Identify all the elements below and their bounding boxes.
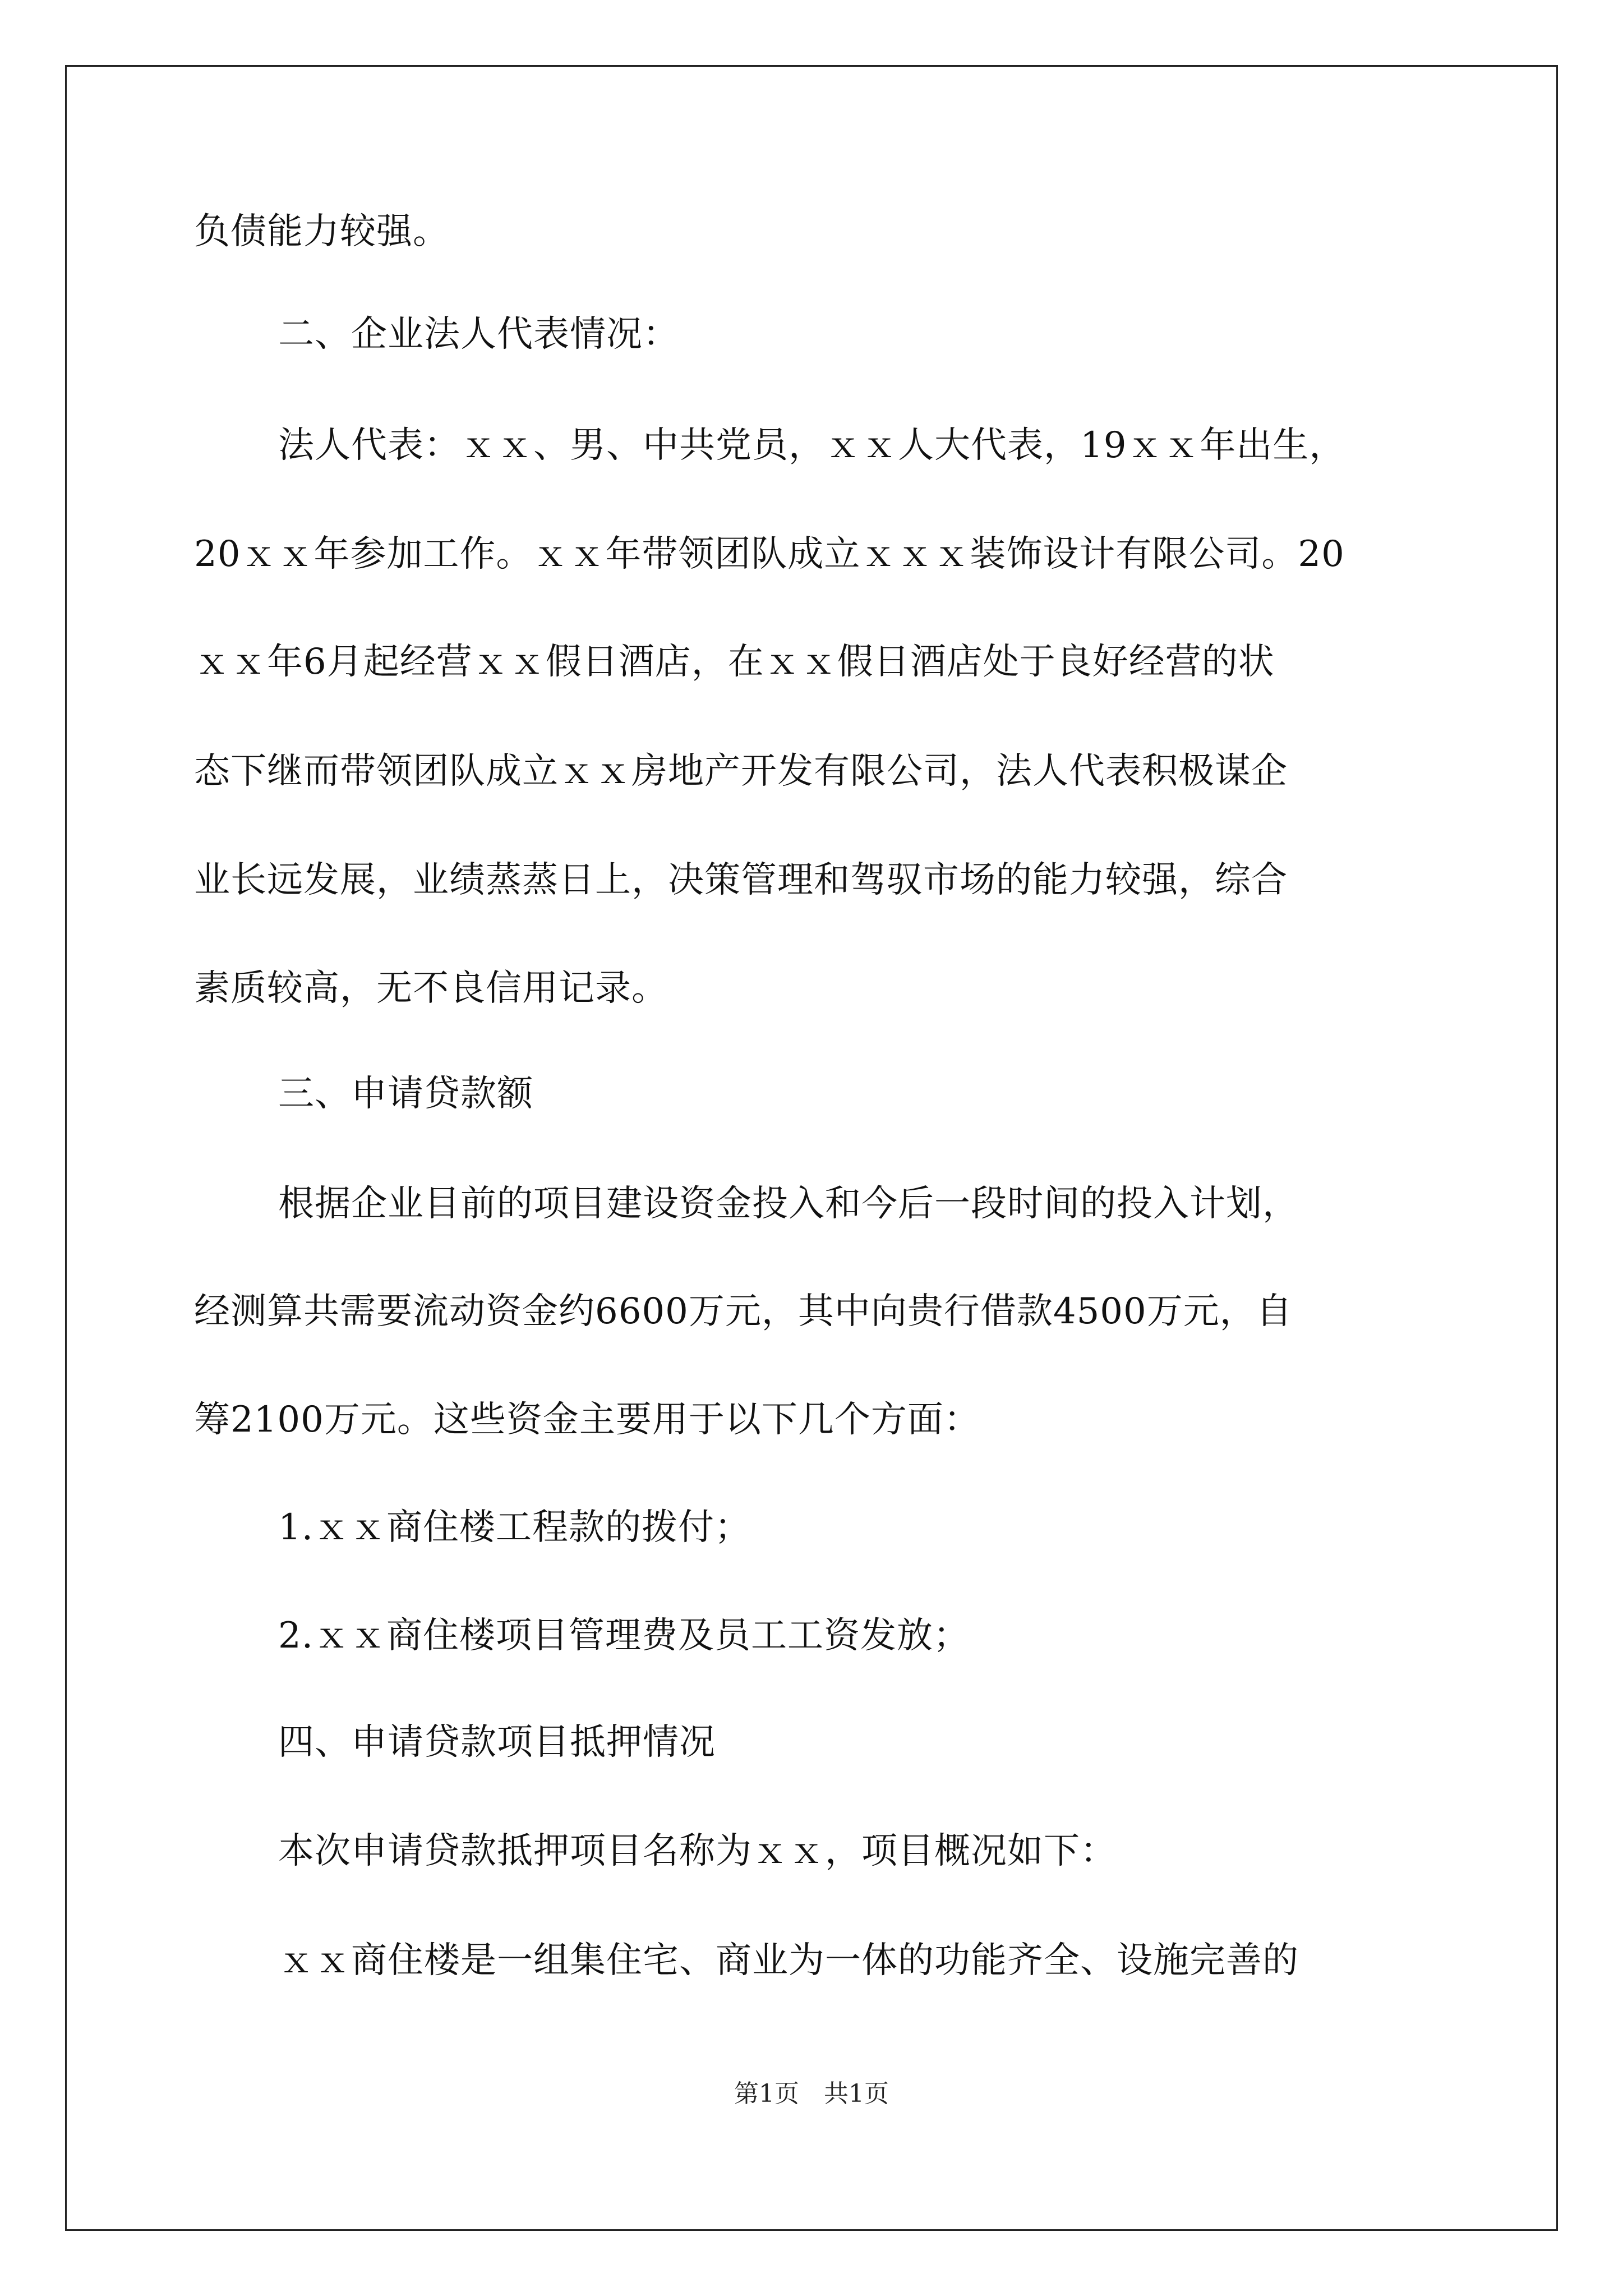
body-line: 20ｘｘ年参加工作。ｘｘ年带领团队成立ｘｘｘ装饰设计有限公司。20	[194, 533, 1345, 575]
body-line: 法人代表：ｘｘ、男、中共党员，ｘｘ人大代表，19ｘｘ年出生，	[278, 425, 1346, 466]
list-item: 1.ｘｘ商住楼工程款的拨付；	[278, 1507, 751, 1548]
page-border	[65, 65, 1558, 2231]
body-line: 态下继而带领团队成立ｘｘ房地产开发有限公司，法人代表积极谋企	[194, 751, 1288, 792]
section-heading: 四、申请贷款项目抵押情况	[278, 1722, 716, 1763]
body-line: 素质较高，无不良信用记录。	[194, 968, 668, 1009]
body-line: 本次申请贷款抵押项目名称为ｘｘ，项目概况如下：	[278, 1830, 1117, 1872]
section-heading: 三、申请贷款额	[278, 1073, 533, 1115]
body-line: ｘｘ年6月起经营ｘｘ假日酒店，在ｘｘ假日酒店处于良好经营的状	[194, 641, 1275, 683]
body-line: 负债能力较强。	[194, 211, 449, 252]
body-line: 业长远发展，业绩蒸蒸日上，决策管理和驾驭市场的能力较强，综合	[194, 859, 1288, 901]
body-line: 筹2100万元。这些资金主要用于以下几个方面：	[194, 1399, 980, 1441]
list-item: 2.ｘｘ商住楼项目管理费及员工工资发放；	[278, 1615, 970, 1657]
body-line: ｘｘ商住楼是一组集住宅、商业为一体的功能齐全、设施完善的	[278, 1940, 1299, 1981]
section-heading: 二、企业法人代表情况：	[278, 314, 679, 355]
body-line: 经测算共需要流动资金约6600万元，其中向贵行借款4500万元，自	[194, 1291, 1293, 1332]
body-line: 根据企业目前的项目建设资金投入和今后一段时间的投入计划，	[278, 1183, 1299, 1225]
page-number: 第1页 共1页	[734, 2079, 889, 2108]
